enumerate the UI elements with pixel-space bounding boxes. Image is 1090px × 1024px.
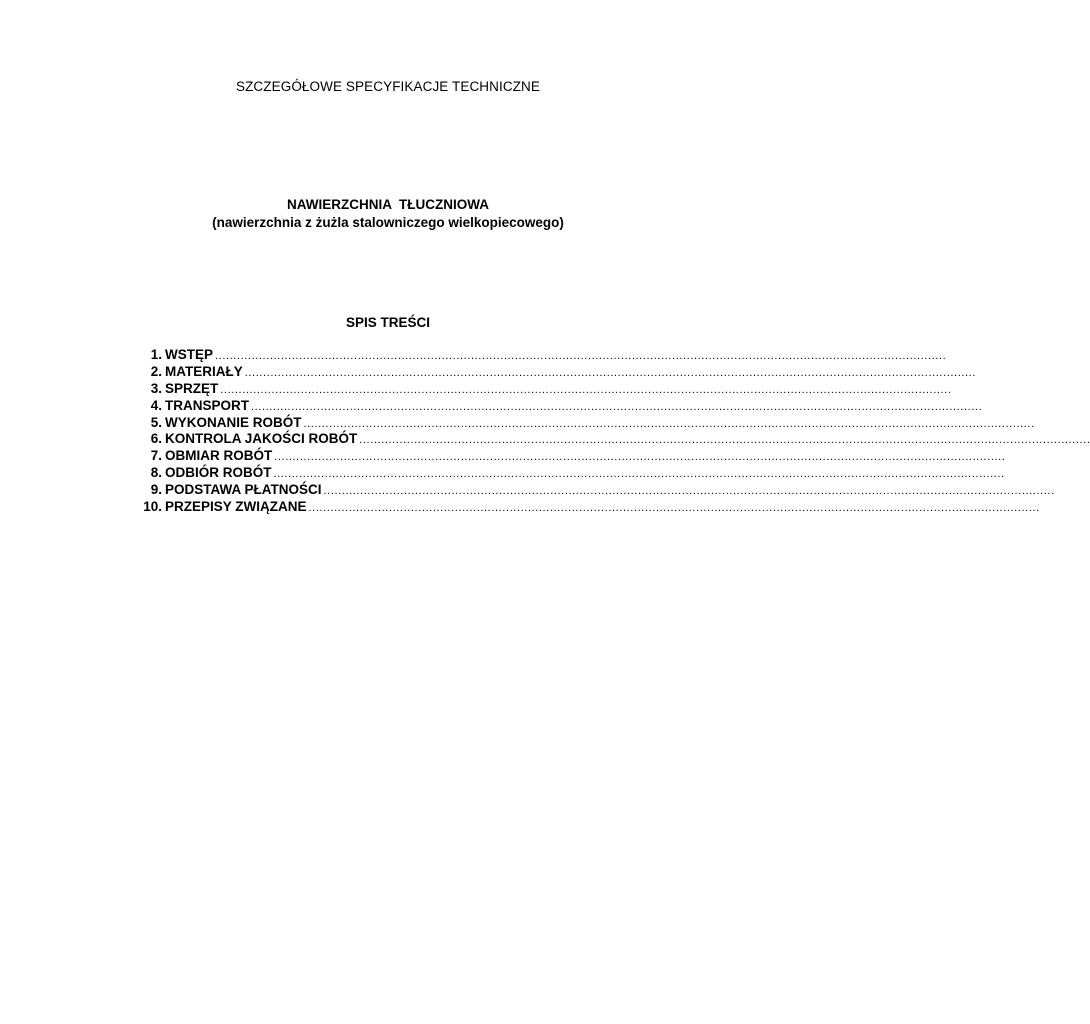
- toc-item-number: 3.: [150, 380, 162, 396]
- toc-item-label: SPRZĘT: [165, 380, 219, 396]
- toc-item-number: 8.: [150, 465, 162, 481]
- toc-leader-dots: ........................................................................................................................................................................................................: [244, 366, 976, 379]
- toc-item-label: PODSTAWA PŁATNOŚCI: [165, 482, 322, 498]
- toc-item-label: MATERIAŁY: [165, 363, 243, 379]
- toc-item-kontrola-jakosci: [134, 431, 1090, 448]
- toc-item-label: WSTĘP: [165, 347, 214, 362]
- toc-item-number: 4.: [150, 397, 162, 413]
- toc-item-number: 2.: [150, 363, 162, 379]
- toc-item-number: 5.: [150, 414, 162, 430]
- toc-item-number: 9.: [150, 482, 162, 498]
- toc-item-label: KONTROLA JAKOŚCI ROBÓT: [165, 431, 358, 447]
- toc-item-materialy: [134, 363, 976, 381]
- toc-leader-dots: ........................................................................................................................................................................................................: [308, 502, 1040, 515]
- toc-item-podstawa-platnosci: [134, 482, 1055, 499]
- toc-leader-dots: ........................................................................................................................................................................................................: [359, 434, 1090, 447]
- toc-item-sprzet: [134, 380, 952, 398]
- toc-item-number: 10.: [143, 499, 162, 515]
- document-header: SZCZEGÓŁOWE SPECYFIKACJE TECHNICZNE: [235, 79, 541, 94]
- toc-leader-dots: ........................................................................................................................................................................................................: [303, 417, 1035, 430]
- toc-leader-dots: ........................................................................................................................................................................................................: [251, 400, 983, 413]
- toc-leader-dots: ........................................................................................................................................................................................................: [323, 485, 1055, 498]
- toc-heading: SPIS TREŚCI: [345, 315, 431, 330]
- toc-item-number: 6.: [150, 431, 162, 447]
- toc-item-number: 1.: [150, 347, 162, 362]
- toc-item-label: WYKONANIE ROBÓT: [165, 414, 302, 430]
- toc-leader-dots: ........................................................................................................................................................................................................: [274, 451, 1006, 464]
- toc-item-number: 7.: [150, 448, 162, 464]
- toc-leader-dots: ........................................................................................................................................................................................................: [220, 383, 952, 396]
- table-of-contents: [134, 347, 1090, 516]
- toc-item-odbior-robot: [134, 465, 1005, 482]
- toc-item-przepisy-zwiazane: [134, 499, 1040, 516]
- toc-item-transport: [134, 397, 983, 415]
- toc-item-label: TRANSPORT: [165, 397, 249, 413]
- toc-item-label: OBMIAR ROBÓT: [165, 448, 273, 464]
- title-main: NAWIERZCHNIA TŁUCZNIOWA: [287, 197, 489, 212]
- toc-item-wstep: [134, 347, 947, 364]
- title-subtitle: (nawierzchnia z żużla stalowniczego wielkopiecowego): [212, 215, 564, 230]
- toc-item-label: ODBIÓR ROBÓT: [165, 465, 272, 481]
- document-title: [0, 196, 724, 232]
- toc-item-obmiar-robot: [134, 448, 1006, 465]
- toc-item-label: PRZEPISY ZWIĄZANE: [165, 499, 307, 515]
- toc-leader-dots: ........................................................................................................................................................................................................: [215, 350, 947, 362]
- toc-leader-dots: ........................................................................................................................................................................................................: [273, 468, 1005, 481]
- toc-item-wykonanie-robot: [134, 414, 1035, 432]
